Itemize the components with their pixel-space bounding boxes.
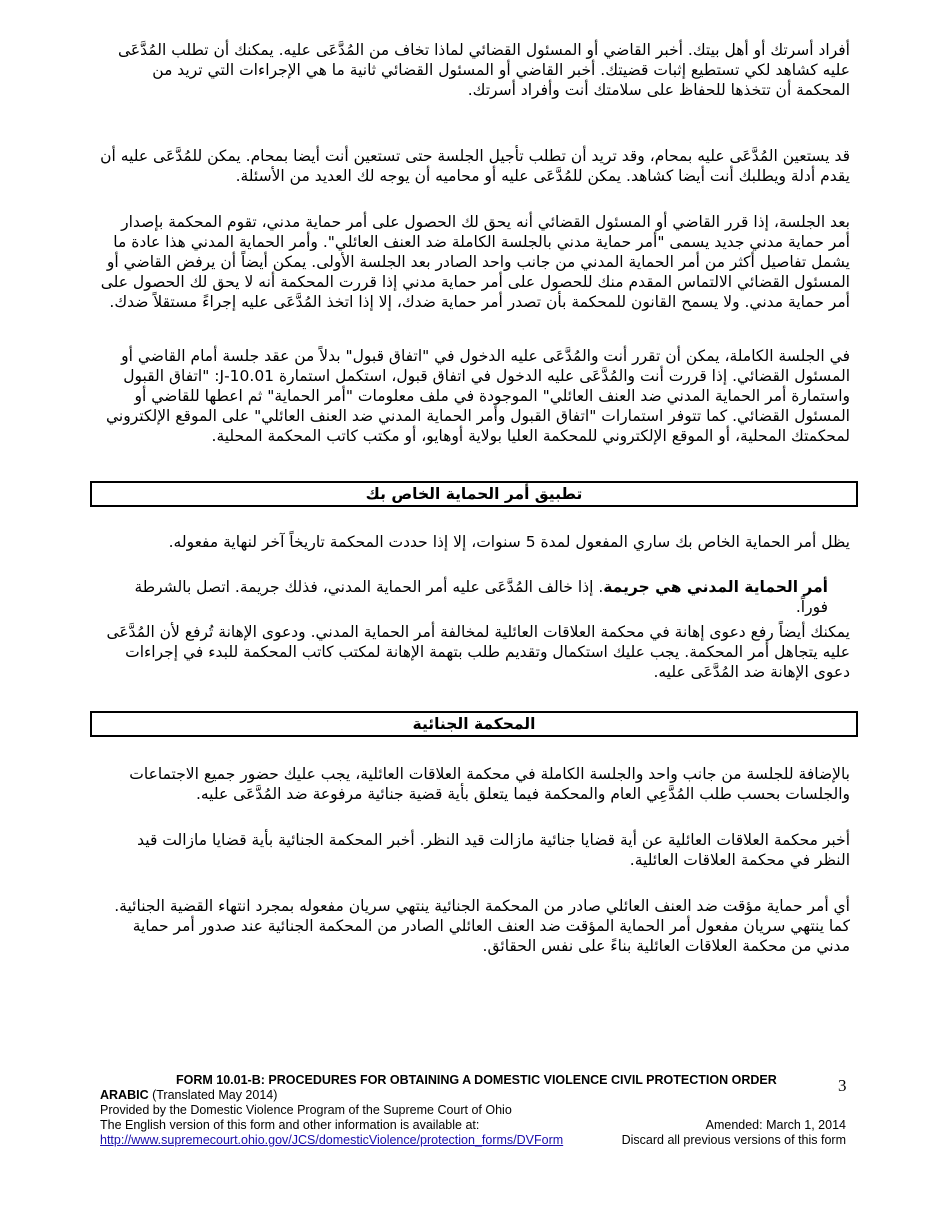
- page-number: 3: [838, 1076, 847, 1095]
- footer-language: ARABIC: [100, 1088, 149, 1102]
- paragraph-testimony: أفراد أسرتك أو أهل بيتك. أخبر القاضي أو المسئول القضائي لماذا تخاف من المُدَّعَى عليه. يمكنك أن تطلب المُدَّعَى عليه كشاهد لكي تستطيع إثبات قضيتك. أخبر القاضي أو المسئول القضائي ثانية ما هي الإجراءات التي تريد من المحكمة أن تتخذها للحفاظ على سلامتك أنت وأفراد أسرتك.: [117, 41, 850, 99]
- paragraph-contempt: يمكنك أيضاً رفع دعوى إهانة في محكمة العلاقات العائلية لمخالفة أمر الحماية المدني. ودعوى الإهانة تُرفع لأن المُدَّعَى عليه يتجاهل أمر المحكمة. يجب عليك استكمال وتقديم طلب بتهمة الإهانة لمكتب كاتب المحكمة للبدء في إجراءات دعوى الإهانة ضد المُدَّعَى عليه.: [106, 623, 850, 681]
- paragraph-violation: [100, 577, 850, 617]
- paragraph-consent-agreement: في الجلسة الكاملة، يمكن أن تقرر أنت والمُدَّعَى عليه الدخول في "اتفاق قبول" بدلاً من عقد جلسة أمام القاضي أو المسئول القضائي. إذا قررت أنت والمُدَّعَى عليه الدخول في اتفاق قبول، استكمل استمارة 10.01-J: "اتفاق القبول واستمارة أمر الحماية المدني ضد العنف العائلي" الموجودة في ملف معلومات "أمر الحماية" ثم اعطها للقاضي أو المسئول القضائي. كما تتوفر استمارات "اتفاق القبول وأمر الحماية المدني ضد العنف العائلي" على الموقع الإلكتروني لمحكمتك المحلية، أو الموقع الإلكتروني للمحكمة العليا بولاية أوهايو، أو مكتب كاتب المحكمة المحلية.: [105, 347, 850, 445]
- footer-discard: Discard all previous versions of this form: [621, 1133, 846, 1147]
- paragraph-attorney: قد يستعين المُدَّعَى عليه بمحام، وقد تريد أن تطلب تأجيل الجلسة حتى تستعين أنت أيضا بمحام. يمكن للمُدَّعَى عليه أن يقدم أدلة ويطلبك أنت أيضا كشاهد. يمكن للمُدَّعَى عليه أو محاميه أن يوجه لك العديد من الأسئلة.: [100, 147, 850, 185]
- footer: [100, 1073, 860, 1153]
- violation-text: . إذا خالف المُدَّعَى عليه أمر الحماية المدني، فذلك جريمة. اتصل بالشرطة فوراً.: [134, 578, 828, 616]
- section-header-enforcement: تطبيق أمر الحماية الخاص بك: [90, 481, 858, 507]
- paragraph-inform-courts: أخبر محكمة العلاقات العائلية عن أية قضايا جنائية مازالت قيد النظر. أخبر المحكمة الجنائية بأية قضايا مازالت قيد النظر في محكمة العلاقات العائلية.: [137, 831, 850, 869]
- footer-language-line: [100, 1088, 277, 1103]
- footer-translated: (Translated May 2014): [152, 1088, 278, 1102]
- paragraph-after-hearing: بعد الجلسة، إذا قرر القاضي أو المسئول القضائي أنه يحق لك الحصول على أمر حماية مدني، تقوم المحكمة بإصدار أمر حماية مدني جديد يسمى "أمر حماية مدني بالجلسة الكاملة ضد العنف العائلي". وأمر الحماية المدني هذا عادة ما يشمل تفاصيل أكثر من أمر الحماية المدني من جانب واحد الصادر بعد الجلسة الأولى. يمكن أيضاً أن يرفض القاضي أو المسئول القضائي الالتماس المقدم منك للحصول على أمر حماية مدني إذا قررت المحكمة أنه لا يحق لك الحصول على أمر حماية مدني. ولا يسمح القانون للمحكمة بأن تصدر أمر حماية ضدك، إلا إذا اتخذ المُدَّعَى عليه إجراءً مستقلاً ضدك.: [100, 213, 850, 311]
- section-header-criminal-court: المحكمة الجنائية: [90, 711, 858, 737]
- paragraph-criminal-hearings: بالإضافة للجلسة من جانب واحد والجلسة الكاملة في محكمة العلاقات العائلية، يجب عليك حضور جميع الاجتماعات والجلسات بحسب طلب المُدَّعِي العام والمحكمة فيما يتعلق بأية قضية جنائية مرفوعة ضد المُدَّعَى عليه.: [129, 765, 850, 803]
- footer-url-line: [100, 1133, 563, 1148]
- footer-url-link[interactable]: http://www.supremecourt.ohio.gov/JCS/domesticViolence/protection_forms/DVForm: [100, 1133, 564, 1147]
- footer-form-title: FORM 10.01-B: PROCEDURES FOR OBTAINING A DOMESTIC VIOLENCE CIVIL PROTECTION ORDER: [176, 1073, 777, 1087]
- footer-provided-by: Provided by the Domestic Violence Program of the Supreme Court of Ohio: [100, 1103, 512, 1117]
- footer-english-version: The English version of this form and other information is available at:: [100, 1118, 480, 1132]
- violation-bold-text: أمر الحماية المدني هي جريمة: [603, 578, 828, 596]
- paragraph-temporary-order: أي أمر حماية مؤقت ضد العنف العائلي صادر من المحكمة الجنائية ينتهي سريان مفعوله بمجرد انتهاء القضية الجنائية. كما ينتهي سريان مفعول أمر الحماية المؤقت ضد العنف العائلي الصادر من المحكمة الجنائية عند صدور أمر حماية مدني من محكمة العلاقات العائلية بناءً على نفس الحقائق.: [114, 897, 850, 955]
- footer-amended: Amended: March 1, 2014: [705, 1118, 846, 1132]
- paragraph-duration: يظل أمر الحماية الخاص بك ساري المفعول لمدة 5 سنوات، إلا إذا حددت المحكمة تاريخاً آخر لنهاية مفعوله.: [168, 533, 850, 551]
